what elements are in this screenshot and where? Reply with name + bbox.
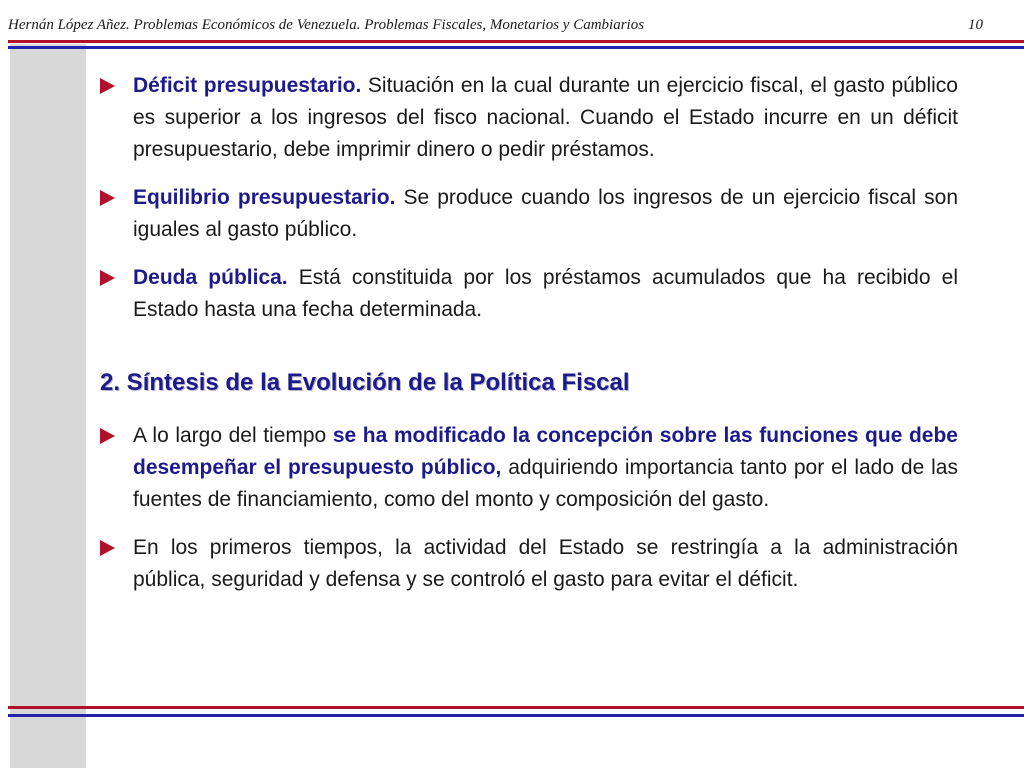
definition-text: Situación en la cual durante un ejercicio fiscal, el gasto público es superior a los ingresos del fisco nacional. Cuando el Estado incurre en un déficit presupuestario, debe imprimir dinero o pedir préstamos. bbox=[133, 74, 958, 161]
bullet-highlight: se ha modificado la concepción sobre las funciones que debe desempeñar el presupuesto público, bbox=[133, 424, 958, 479]
header-rule-red bbox=[8, 40, 1024, 43]
footer-rule-blue bbox=[8, 714, 1024, 717]
bullet-lead: A lo largo del tiempo bbox=[133, 424, 327, 447]
list-item bbox=[100, 532, 958, 596]
definition-deuda bbox=[100, 262, 958, 326]
side-strip bbox=[10, 44, 86, 768]
header-rule-blue bbox=[8, 46, 1024, 49]
page-number: 10 bbox=[968, 17, 983, 33]
list-item bbox=[100, 420, 958, 516]
triangle-bullet-icon bbox=[100, 270, 115, 286]
triangle-bullet-icon bbox=[100, 78, 115, 94]
definition-deficit bbox=[100, 70, 958, 166]
footer-rule-red bbox=[8, 706, 1024, 709]
triangle-bullet-icon bbox=[100, 428, 115, 444]
slide-content bbox=[100, 70, 958, 596]
definition-term: Equilibrio presupuestario. bbox=[133, 186, 396, 209]
triangle-bullet-icon bbox=[100, 540, 115, 556]
bullet-text: En los primeros tiempos, la actividad del Estado se restringía a la administración pública, seguridad y defensa y se controló el gasto para evitar el déficit. bbox=[133, 536, 958, 591]
bullet-text: adquiriendo importancia tanto por el lado de las fuentes de financiamiento, como del monto y composición del gasto. bbox=[133, 456, 958, 511]
definition-term: Deuda pública. bbox=[133, 266, 288, 289]
definition-text: Se produce cuando los ingresos de un ejercicio fiscal son iguales al gasto público. bbox=[133, 186, 958, 241]
section-heading: 2. Síntesis de la Evolución de la Política Fiscal bbox=[100, 369, 630, 396]
definition-term: Déficit presupuestario. bbox=[133, 74, 362, 97]
definition-equilibrio bbox=[100, 182, 958, 246]
definition-text: Está constituida por los préstamos acumulados que ha recibido el Estado hasta una fecha determinada. bbox=[133, 266, 959, 321]
header-title: Hernán López Añez. Problemas Económicos de Venezuela. Problemas Fiscales, Monetarios y Cambiarios bbox=[8, 17, 645, 33]
triangle-bullet-icon bbox=[100, 190, 115, 206]
